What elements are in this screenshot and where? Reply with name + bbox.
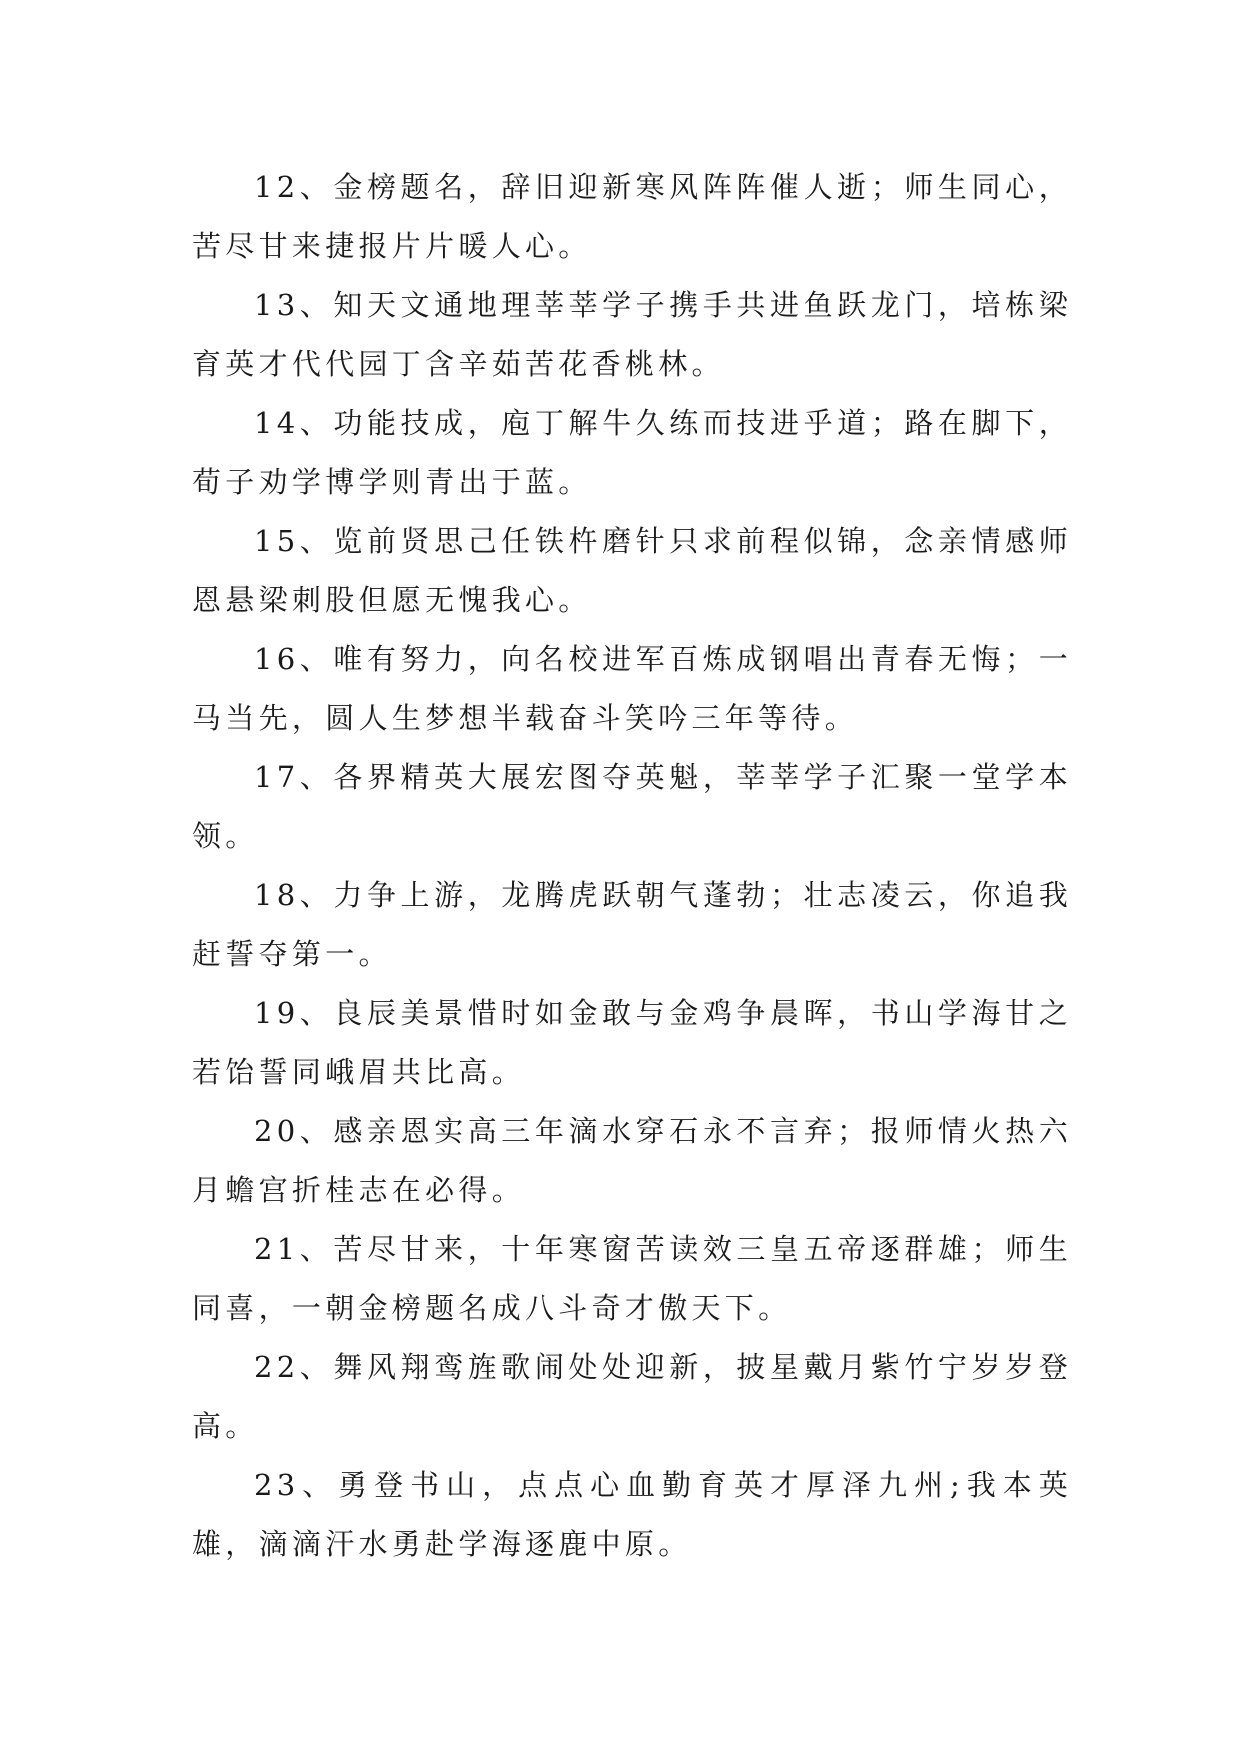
list-item: 18、力争上游，龙腾虎跃朝气蓬勃；壮志凌云，你追我赶誓夺第一。 — [192, 878, 1072, 971]
list-item: 14、功能技成，庖丁解牛久练而技进乎道；路在脚下，荀子劝学博学则青出于蓝。 — [192, 406, 1072, 499]
list-item: 23、勇登书山，点点心血勤育英才厚泽九州;我本英雄，滴滴汗水勇赴学海逐鹿中原。 — [192, 1468, 1072, 1561]
list-item: 15、览前贤思己任铁杵磨针只求前程似锦，念亲情感师恩悬梁刺股但愿无愧我心。 — [192, 524, 1072, 617]
list-item: 20、感亲恩实高三年滴水穿石永不言弃；报师情火热六月蟾宫折桂志在必得。 — [192, 1114, 1072, 1207]
list-item: 12、金榜题名，辞旧迎新寒风阵阵催人逝；师生同心，苦尽甘来捷报片片暖人心。 — [192, 170, 1072, 263]
list-item: 21、苦尽甘来，十年寒窗苦读效三皇五帝逐群雄；师生同喜，一朝金榜题名成八斗奇才傲天下。 — [192, 1232, 1072, 1325]
document-body — [192, 158, 1072, 1574]
list-item: 13、知天文通地理莘莘学子携手共进鱼跃龙门，培栋梁育英才代代园丁含辛茹苦花香桃林。 — [192, 288, 1072, 381]
list-item: 17、各界精英大展宏图夺英魁，莘莘学子汇聚一堂学本领。 — [192, 760, 1072, 853]
list-item: 22、舞风翔鸾旌歌闹处处迎新，披星戴月紫竹宁岁岁登高。 — [192, 1350, 1072, 1443]
list-item: 16、唯有努力，向名校进军百炼成钢唱出青春无悔；一马当先，圆人生梦想半载奋斗笑吟三年等待。 — [192, 642, 1072, 735]
list-item: 19、良辰美景惜时如金敢与金鸡争晨晖，书山学海甘之若饴誓同峨眉共比高。 — [192, 996, 1072, 1089]
